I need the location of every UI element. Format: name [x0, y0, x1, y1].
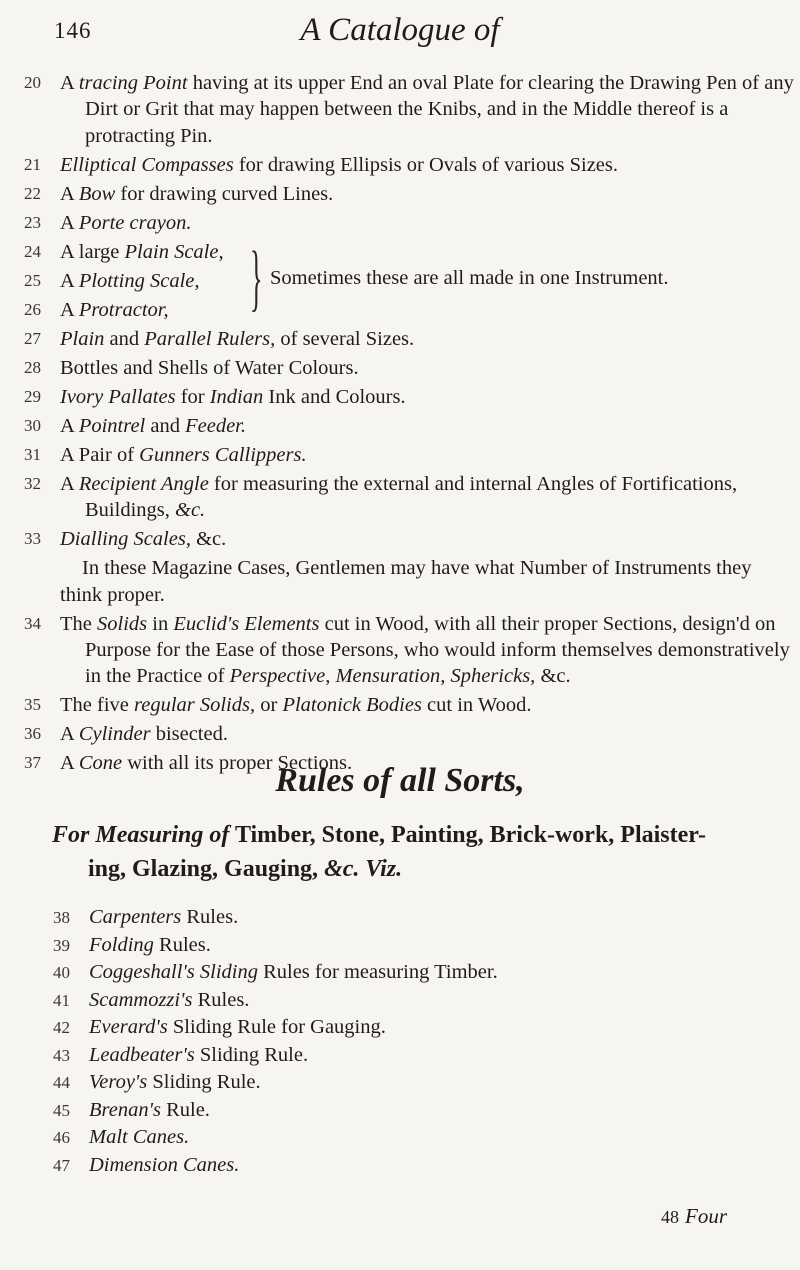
section-title: Rules of all Sorts,	[275, 762, 525, 799]
entry-number: 26	[24, 299, 41, 319]
entry-list-a	[24, 70, 794, 236]
entry-text: A Pointrel and Feeder.	[60, 414, 247, 437]
entry-number: 43	[53, 1045, 70, 1065]
entry-text: Elliptical Compasses for drawing Ellipsis or Ovals of various Sizes.	[60, 153, 619, 176]
entry-number: 35	[24, 695, 41, 715]
catalogue-entry	[53, 932, 773, 959]
entry-text: Scammozzi's Rules.	[89, 988, 250, 1011]
entry-list-c	[24, 611, 794, 777]
running-title: A Catalogue of	[300, 12, 500, 48]
catalogue-entry	[24, 326, 794, 352]
entry-text: Dimension Canes.	[89, 1153, 240, 1176]
brace-note: Sometimes these are all made in one Instrument.	[270, 266, 669, 289]
catalogue-entry	[53, 987, 773, 1014]
entry-list-b	[24, 326, 794, 553]
sub-heading	[52, 818, 772, 886]
entry-text: Everard's Sliding Rule for Gauging.	[89, 1016, 386, 1038]
entry-number: 21	[24, 154, 41, 174]
catalogue-entry	[24, 297, 250, 323]
catalogue-entry	[53, 904, 773, 931]
entry-number: 29	[24, 386, 41, 406]
sub-heading-line2-italic: &c. Viz.	[324, 856, 403, 882]
entry-number: 41	[53, 990, 70, 1010]
entry-number: 34	[24, 613, 41, 633]
entry-text: A large Plain Scale,	[60, 240, 224, 263]
catalogue-entry	[24, 692, 794, 718]
entry-text: Coggeshall's Sliding Rules for measuring Timber.	[89, 961, 498, 983]
entry-number: 46	[53, 1128, 70, 1147]
entry-number: 25	[24, 270, 41, 290]
catalogue-entry	[53, 1124, 773, 1151]
entry-number: 24	[24, 241, 41, 261]
catchword	[661, 1204, 727, 1229]
catalogue-entry	[24, 384, 794, 410]
entry-text: Ivory Pallates for Indian Ink and Colours.	[60, 385, 406, 408]
entry-text: Malt Canes.	[89, 1126, 190, 1148]
entry-number: 20	[24, 73, 41, 92]
catalogue-entry	[53, 1042, 773, 1069]
entry-number: 32	[24, 473, 41, 493]
magazine-note: In these Magazine Cases, Gentlemen may have what Number of Instruments they think proper.	[60, 557, 752, 606]
catalogue-entry	[53, 1069, 773, 1096]
entry-text: Carpenters Rules.	[89, 906, 239, 928]
catalogue-entry	[24, 181, 794, 207]
catalogue-entry	[24, 210, 794, 236]
sub-heading-italic: For Measuring of	[52, 822, 230, 848]
entry-text: A Porte crayon.	[60, 211, 192, 234]
entry-number: 42	[53, 1018, 70, 1037]
brace-group	[24, 236, 794, 323]
catalogue-entry	[24, 413, 794, 439]
entry-number: 44	[53, 1073, 70, 1092]
entry-number: 38	[53, 908, 70, 927]
entry-text: Bottles and Shells of Water Colours.	[60, 356, 359, 379]
entry-text: A Plotting Scale,	[60, 269, 200, 292]
entry-number: 36	[24, 724, 41, 744]
catalogue-entry	[53, 1014, 773, 1041]
entry-text: A Cone with all its proper Sections.	[60, 752, 353, 775]
catalogue-entry	[24, 471, 794, 524]
sub-heading-line1: Timber, Stone, Painting, Brick-work, Plaister-	[229, 822, 707, 848]
entry-number: 37	[24, 753, 41, 773]
catalogue-entry	[24, 526, 794, 552]
entry-text: A tracing Point having at its upper End an oval Plate for clearing the Drawing Pen of any Dirt or Grit that may happen between the Knibs, and in the Middle thereof is a protracting Pin.	[60, 72, 794, 147]
entry-text: A Recipient Angle for measuring the external and internal Angles of Fortifications, Buildings, &c.	[60, 472, 738, 522]
catalogue-entries	[24, 70, 794, 779]
entry-text: The five regular Solids, or Platonick Bodies cut in Wood.	[60, 694, 532, 717]
entry-text: Veroy's Sliding Rule.	[89, 1071, 261, 1093]
entry-text: A Cylinder bisected.	[60, 723, 228, 746]
sub-heading-line2-wrap	[52, 852, 772, 886]
entry-text: The Solids in Euclid's Elements cut in Wood, with all their proper Sections, design'd on Purpose for the Ease of those Persons, who would inform themselves demonstratively in the Practice of Perspective, Mensuration, Sphericks, &c.	[60, 612, 790, 688]
catchword-word: Four	[685, 1204, 727, 1228]
catalogue-entry	[24, 721, 794, 747]
entry-number: 31	[24, 444, 41, 464]
brace-symbol: }	[250, 236, 263, 319]
entry-number: 40	[53, 963, 70, 982]
entry-text: Brenan's Rule.	[89, 1098, 210, 1121]
catalogue-entry	[24, 239, 250, 265]
catalogue-entry	[24, 442, 794, 468]
catalogue-entry	[24, 70, 794, 149]
catalogue-entry	[24, 268, 250, 294]
catalogue-entry	[24, 355, 794, 381]
entry-text: A Bow for drawing curved Lines.	[60, 182, 334, 205]
catalogue-entry	[24, 152, 794, 178]
entry-number: 23	[24, 212, 41, 232]
rules-list	[53, 904, 773, 1179]
catalogue-entry	[24, 611, 794, 690]
entry-text: A Protractor,	[60, 298, 169, 321]
entry-text: Leadbeater's Sliding Rule.	[89, 1043, 309, 1066]
page-number: 146	[54, 18, 92, 43]
sub-heading-line2: ing, Glazing, Gauging,	[88, 856, 325, 882]
page-header	[0, 4, 800, 64]
entry-number: 47	[53, 1155, 70, 1175]
entry-text: A Pair of Gunners Callippers.	[60, 443, 307, 466]
catchword-number: 48	[661, 1207, 679, 1227]
entry-text: Folding Rules.	[89, 933, 211, 956]
entry-number: 39	[53, 935, 70, 955]
entry-text: Dialling Scales, &c.	[60, 528, 227, 551]
entry-number: 45	[53, 1100, 70, 1120]
catalogue-entry	[53, 1097, 773, 1124]
entry-number: 33	[24, 529, 41, 549]
entry-number: 27	[24, 328, 41, 348]
entry-number: 22	[24, 183, 41, 203]
entry-number: 28	[24, 357, 41, 377]
catalogue-entry	[53, 1152, 773, 1179]
catalogue-entry	[53, 959, 773, 986]
entry-text: Plain and Parallel Rulers, of several Sizes.	[60, 327, 415, 350]
entry-number: 30	[24, 415, 41, 435]
